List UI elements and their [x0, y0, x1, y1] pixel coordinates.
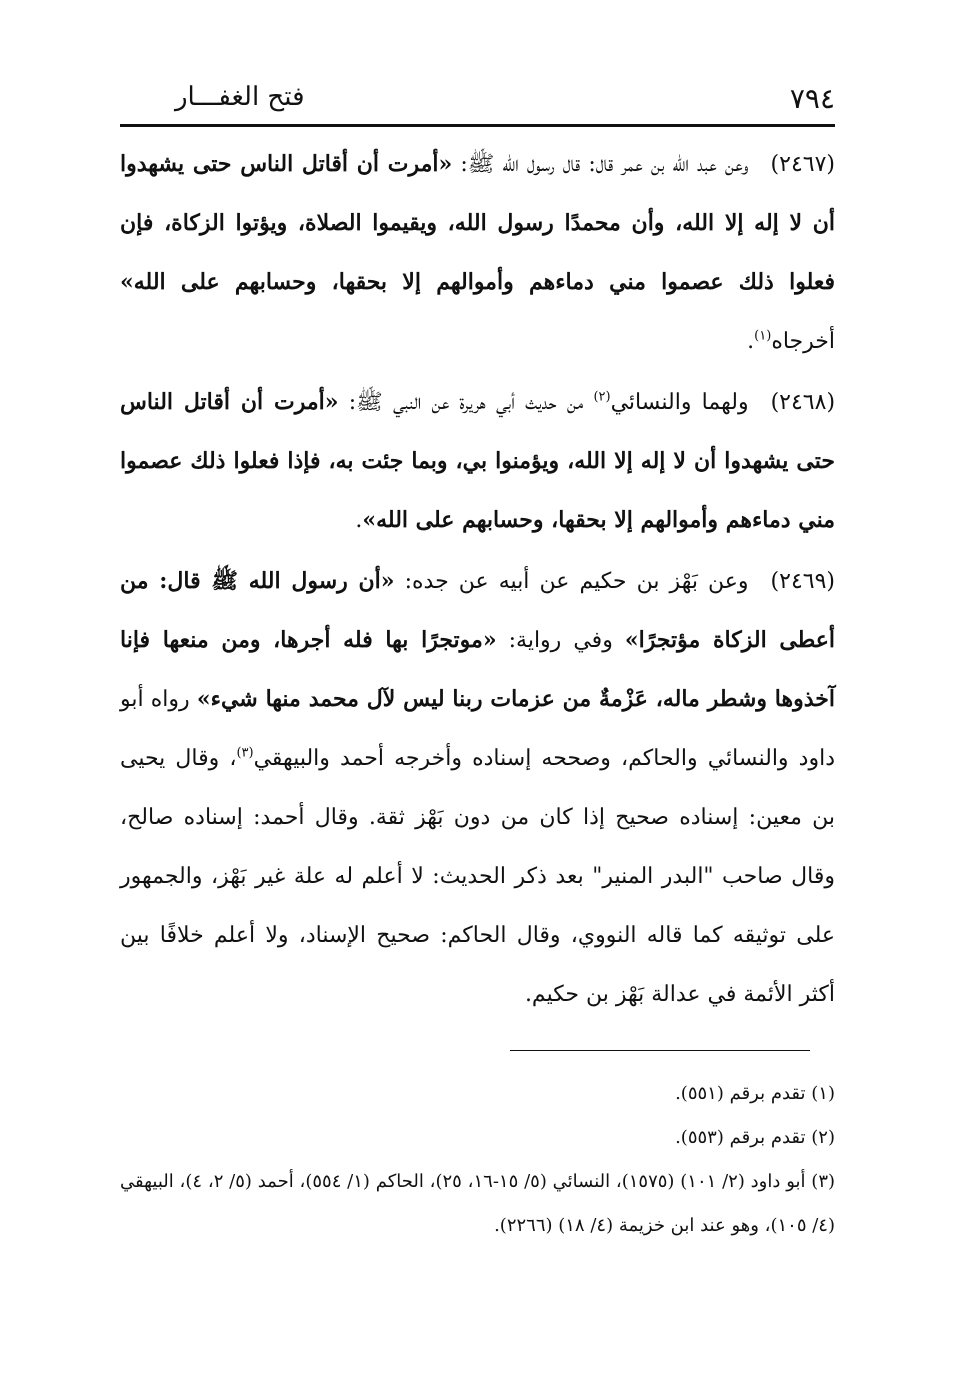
hadith-intro: ولهما والنسائي	[610, 390, 749, 415]
footnote-2: (٢) تقدم برقم (٥٥٣).	[675, 1127, 835, 1148]
hadith-end: .	[747, 329, 755, 354]
hadith-source: أخرجاه	[771, 329, 835, 354]
footnote-ref: (٢)	[593, 389, 611, 405]
footnote-ref: (٣)	[236, 745, 254, 761]
footnote-1: (١) تقدم برقم (٥٥١).	[675, 1083, 835, 1104]
page-header	[120, 78, 835, 122]
page-number: ٧٩٤	[789, 82, 835, 115]
hadith-text-2: «موتجرًا بها فله أجرها، ومن منعها فإنا آخذوها وشطر ماله، عَزْمةٌ من عزمات ربنا ليس لآل محمد منها شيء»	[120, 627, 835, 712]
book-page	[120, 78, 835, 1248]
hadith-mid: وفي رواية:	[496, 628, 625, 653]
footnotes	[120, 1072, 835, 1248]
hadith-2469	[120, 552, 835, 1024]
hadith-source: رواه أبو داود والنسائي والحاكم، وصححه إسناده وأخرجه أحمد والبيهقي	[120, 687, 836, 771]
header-rule	[120, 124, 835, 127]
footnote-rule	[510, 1050, 810, 1051]
hadith-text: «أمرت أن أقاتل الناس حتى يشهدوا أن لا إله إلا الله، ويؤمنوا بي، وبما جئت به، فإذا فعلوا ذلك عصموا مني دماءهم وأموالهم إلا بحقها، وحسابهم على الله»	[120, 389, 835, 533]
hadith-intro: وعن عبد الله بن عمر قال: قال رسول الله ﷺ:	[452, 152, 749, 177]
hadith-2468	[120, 373, 835, 550]
hadith-2467	[120, 135, 835, 371]
hadith-text: «أمرت أن أقاتل الناس حتى يشهدوا أن لا إله إلا الله، وأن محمدًا رسول الله، ويقيموا الصلاة، ويؤتوا الزكاة، فإن فعلوا ذلك عصموا مني دماءهم وأموالهم إلا بحقها، وحسابهم على الله»	[120, 151, 835, 295]
hadith-intro-2: من حديث أبي هريرة عن النبي ﷺ:	[338, 390, 594, 415]
footnote-separator	[120, 1024, 835, 1064]
hadith-number: (٢٤٦٧)	[770, 152, 835, 177]
footnote-3: (٣) أبو داود (٢/ ١٠١) (١٥٧٥)، النسائي (٥/ ١٥-١٦، ٢٥)، الحاكم (١/ ٥٥٤)، أحمد (٥/ ٢، ٤)، البيهقي (٤/ ١٠٥)، وهو عند ابن خزيمة (٤/ ١٨) (٢٢٦٦).	[120, 1171, 836, 1236]
hadith-number: (٢٤٦٨)	[770, 390, 836, 415]
hadith-number: (٢٤٦٩)	[770, 569, 835, 594]
book-title: فتح الغفـــار	[175, 82, 305, 112]
hadith-commentary: ، وقال يحيى بن معين: إسناده صحيح إذا كان من دون بَهْز ثقة. وقال أحمد: إسناده صالح، وقال صاحب "البدر المنير" بعد ذكر الحديث: لا أعلم له علة غير بَهْز، والجمهور على توثيقه كما قاله النووي، وقال الحاكم: صحيح الإسناد، ولا أعلم خلافًا بين أكثر الأئمة في عدالة بَهْز بن حكيم.	[120, 746, 835, 1007]
hadith-end: .	[355, 508, 363, 533]
footnote-ref: (١)	[754, 328, 772, 344]
hadith-intro: وعن بَهْز بن حكيم عن أبيه عن جده:	[394, 569, 749, 594]
hadith-text: «أن رسول الله ﷺ قال: من أعطى الزكاة مؤتجرًا»	[120, 568, 836, 653]
